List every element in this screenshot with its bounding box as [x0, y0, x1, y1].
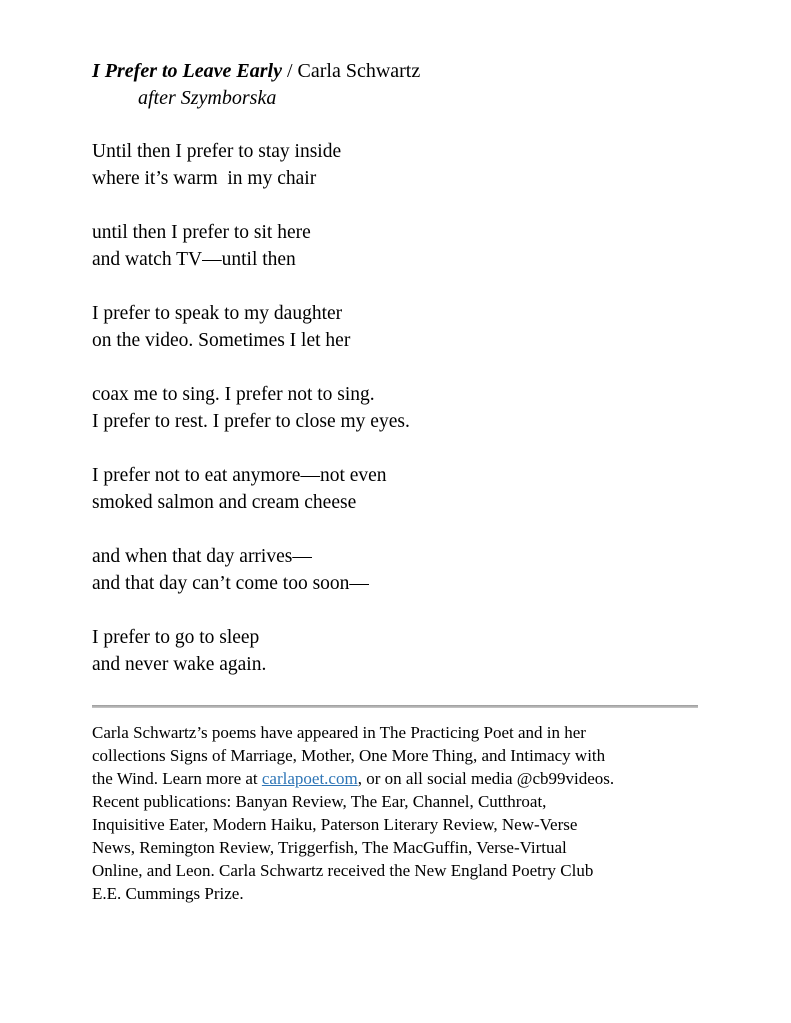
poem-stanza: [92, 543, 698, 597]
poem-line: I prefer to speak to my daughter: [92, 303, 343, 324]
bio-text: Online, and Leon. Carla Schwartz received the New England Poetry Club: [92, 861, 594, 880]
poem-line: until then I prefer to sit here: [92, 222, 311, 243]
bio-text: News, Remington Review, Triggerfish, The MacGuffin, Verse-Virtual: [92, 838, 567, 857]
bio-line: [92, 767, 698, 790]
bio-text: Inquisitive Eater, Modern Haiku, Paterson Literary Review, New-Verse: [92, 815, 578, 834]
poem-stanza: [92, 300, 698, 354]
bio-line: [92, 836, 698, 859]
bio-text: Recent publications: Banyan Review, The Ear, Channel, Cutthroat,: [92, 792, 547, 811]
bio-line: [92, 813, 698, 836]
author-bio: [92, 721, 698, 905]
carlapoet-link[interactable]: carlapoet.com: [261, 769, 358, 788]
poem-line: and never wake again.: [92, 654, 267, 675]
bio-text: Carla Schwartz’s poems have appeared in The Practicing Poet and in her: [92, 723, 586, 742]
poem-title-line: [92, 58, 698, 85]
bio-line: [92, 859, 698, 882]
poem-line: smoked salmon and cream cheese: [92, 492, 357, 513]
poem-line: and when that day arrives—: [92, 546, 312, 567]
poem-title: I Prefer to Leave Early: [92, 60, 282, 82]
poem-line: and watch TV—until then: [92, 249, 296, 270]
poem-stanza: [92, 624, 698, 678]
document-content: [92, 58, 698, 905]
bio-line: [92, 744, 698, 767]
bio-text: the Wind. Learn more at: [92, 769, 262, 788]
poem-stanza: [92, 219, 698, 273]
bio-line: [92, 721, 698, 744]
poem-line: coax me to sing. I prefer not to sing.: [92, 384, 375, 405]
poem-line: and that day can’t come too soon—: [92, 573, 369, 594]
poem-line: I prefer not to eat anymore—not even: [92, 465, 387, 486]
section-divider: [92, 705, 698, 708]
poem-line: on the video. Sometimes I let her: [92, 330, 351, 351]
poem-author: Carla Schwartz: [297, 60, 421, 82]
poem-line: where it’s warm in my chair: [92, 168, 317, 189]
poem-body: [92, 138, 698, 678]
poem-stanza: [92, 381, 698, 435]
poem-line: I prefer to rest. I prefer to close my eyes.: [92, 411, 410, 432]
bio-line: [92, 790, 698, 813]
bio-text: E.E. Cummings Prize.: [92, 884, 244, 903]
bio-line: [92, 882, 698, 905]
bio-text: collections Signs of Marriage, Mother, One More Thing, and Intimacy with: [92, 746, 606, 765]
poem-line: I prefer to go to sleep: [92, 627, 260, 648]
poem-dedication: after Szymborska: [138, 87, 277, 109]
poem-stanza: [92, 462, 698, 516]
poem-line: Until then I prefer to stay inside: [92, 141, 342, 162]
poem-stanza: [92, 138, 698, 192]
bio-text: , or on all social media @cb99videos.: [357, 769, 615, 788]
title-separator: /: [281, 60, 298, 82]
